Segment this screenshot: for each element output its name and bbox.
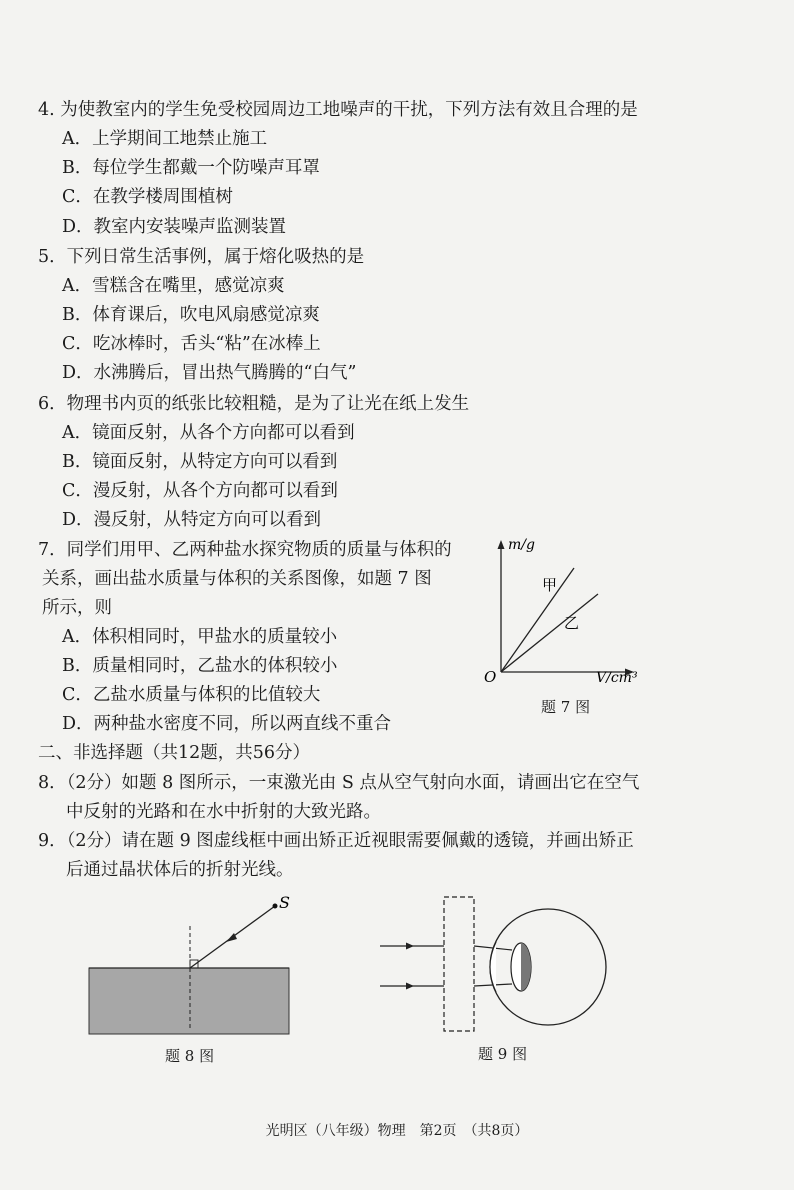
q4-stem: 4. 为使教室内的学生免受校园周边工地噪声的干扰，下列方法有效且合理的是: [38, 100, 638, 120]
q7-stem-line3: 所示，则: [42, 598, 112, 618]
fig7-caption: 题 7 图: [541, 698, 591, 716]
fig9-lens-box: [444, 897, 474, 1031]
q6-option-d: D．漫反射，从特定方向可以看到: [62, 510, 322, 530]
fig7-label-yi: 乙: [564, 614, 580, 632]
q7-option-b: B．质量相同时，乙盐水的体积较小: [62, 656, 338, 676]
q5-option-a: A．雪糕含在嘴里，感觉凉爽: [62, 276, 285, 296]
q5-option-d: D．水沸腾后，冒出热气腾腾的“白气”: [62, 363, 357, 383]
fig7-line-yi: [501, 594, 598, 672]
figure-8-diagram: [80, 888, 300, 1038]
q4-option-d: D．教室内安装噪声监测装置: [62, 217, 287, 237]
fig8-s-label: S: [279, 893, 290, 912]
q8-line2: 中反射的光路和在水中折射的大致光路。: [66, 802, 381, 822]
fig7-label-jia: 甲: [542, 576, 558, 594]
q7-option-d: D．两种盐水密度不同，所以两直线不重合: [62, 714, 392, 734]
figure-9-diagram: [370, 893, 610, 1043]
fig9-ray-bottom-arrow: [406, 983, 414, 990]
q6-stem: 6．物理书内页的纸张比较粗糙，是为了让光在纸上发生: [38, 394, 470, 414]
section2-heading: 二、非选择题（共12题，共56分）: [38, 743, 311, 763]
q5-option-c: C．吃冰棒时，舌头“粘”在冰棒上: [62, 334, 321, 354]
fig8-water: [89, 968, 289, 1034]
q4-option-a: A．上学期间工地禁止施工: [62, 129, 268, 149]
figure-7-graph: [478, 532, 648, 687]
fig9-lens-shade: [521, 943, 531, 991]
fig8-point-s: [273, 904, 278, 909]
page-footer: 光明区（八年级）物理 第2页 （共8页）: [265, 1123, 529, 1139]
q7-stem-line1: 7．同学们用甲、乙两种盐水探究物质的质量与体积的: [38, 540, 452, 560]
q9-line2: 后通过晶状体后的折射光线。: [66, 860, 294, 880]
q6-option-a: A．镜面反射，从各个方向都可以看到: [62, 423, 355, 443]
fig7-y-arrow: [498, 540, 505, 549]
q7-option-a: A．体积相同时，甲盐水的质量较小: [62, 627, 338, 647]
fig9-ray-top-arrow: [406, 943, 414, 950]
fig7-x-label: V/cm³: [596, 670, 638, 686]
fig7-origin-label: O: [484, 668, 497, 686]
q4-option-c: C．在教学楼周围植树: [62, 187, 233, 207]
q8-line1: 8．（2分）如题 8 图所示，一束激光由 S 点从空气射向水面，请画出它在空气: [38, 773, 640, 793]
q4-option-b: B．每位学生都戴一个防噪声耳罩: [62, 158, 320, 178]
fig7-y-label: m/g: [508, 537, 535, 553]
fig9-cornea: [490, 942, 496, 992]
q5-stem: 5．下列日常生活事例，属于熔化吸热的是: [38, 247, 365, 267]
fig8-caption: 题 8 图: [165, 1047, 215, 1065]
q9-line1: 9．（2分）请在题 9 图虚线框中画出矫正近视眼需要佩戴的透镜，并画出矫正: [38, 831, 634, 851]
q6-option-c: C．漫反射，从各个方向都可以看到: [62, 481, 338, 501]
q7-option-c: C．乙盐水质量与体积的比值较大: [62, 685, 321, 705]
fig9-eyeball: [490, 909, 606, 1025]
q6-option-b: B．镜面反射，从特定方向可以看到: [62, 452, 338, 472]
fig9-caption: 题 9 图: [478, 1045, 528, 1063]
q7-stem-line2: 关系，画出盐水质量与体积的关系图像，如题 7 图: [42, 569, 432, 589]
q5-option-b: B．体育课后，吹电风扇感觉凉爽: [62, 305, 320, 325]
